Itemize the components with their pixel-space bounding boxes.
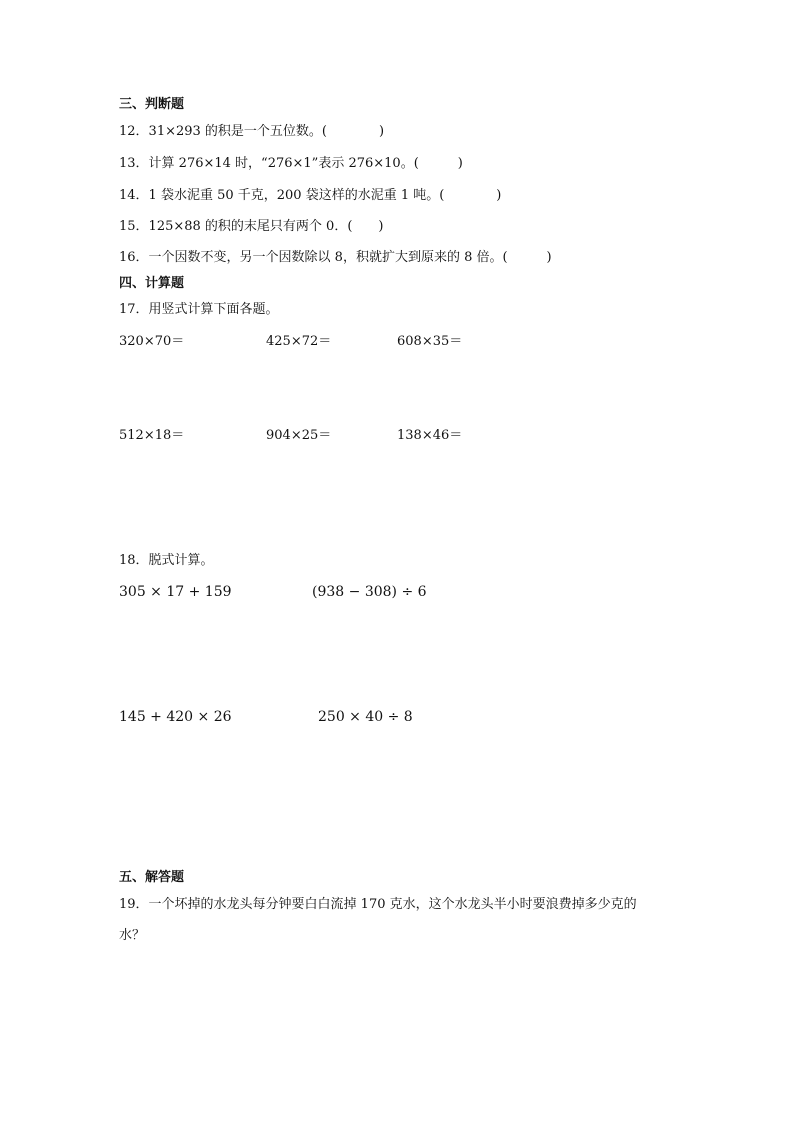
vertical-calc-6: 138×46＝: [397, 428, 463, 443]
question-15: 15．125×88 的积的末尾只有两个 0．( ): [119, 219, 384, 234]
question-13: 13．计算 276×14 时，“276×1”表示 276×10。( ): [119, 156, 463, 171]
section-heading-judge: 三、判断题: [119, 97, 185, 112]
section-heading-calc: 四、计算题: [119, 276, 185, 291]
vertical-calc-3: 608×35＝: [397, 334, 463, 349]
question-12: 12．31×293 的积是一个五位数。( ): [119, 124, 385, 139]
section-heading-answer: 五、解答题: [119, 870, 185, 885]
question-18: 18．脱式计算。: [119, 553, 214, 568]
question-19-line-2: 水？: [119, 928, 146, 943]
expression-1: 305 × 17 + 159: [119, 584, 232, 600]
vertical-calc-4: 512×18＝: [119, 428, 185, 443]
expression-4: 250 × 40 ÷ 8: [318, 709, 413, 725]
vertical-calc-5: 904×25＝: [266, 428, 332, 443]
vertical-calc-2: 425×72＝: [266, 334, 332, 349]
expression-3: 145 + 420 × 26: [119, 709, 232, 725]
vertical-calc-1: 320×70＝: [119, 334, 185, 349]
question-19-line-1: 19．一个坏掉的水龙头每分钟要白白流掉 170 克水，这个水龙头半小时要浪费掉多少克的: [119, 897, 637, 912]
expression-2: (938 − 308) ÷ 6: [312, 584, 427, 600]
question-14: 14．1 袋水泥重 50 千克，200 袋这样的水泥重 1 吨。( ): [119, 188, 502, 203]
question-16: 16．一个因数不变，另一个因数除以 8，积就扩大到原来的 8 倍。( ): [119, 250, 552, 265]
question-17: 17．用竖式计算下面各题。: [119, 302, 279, 317]
